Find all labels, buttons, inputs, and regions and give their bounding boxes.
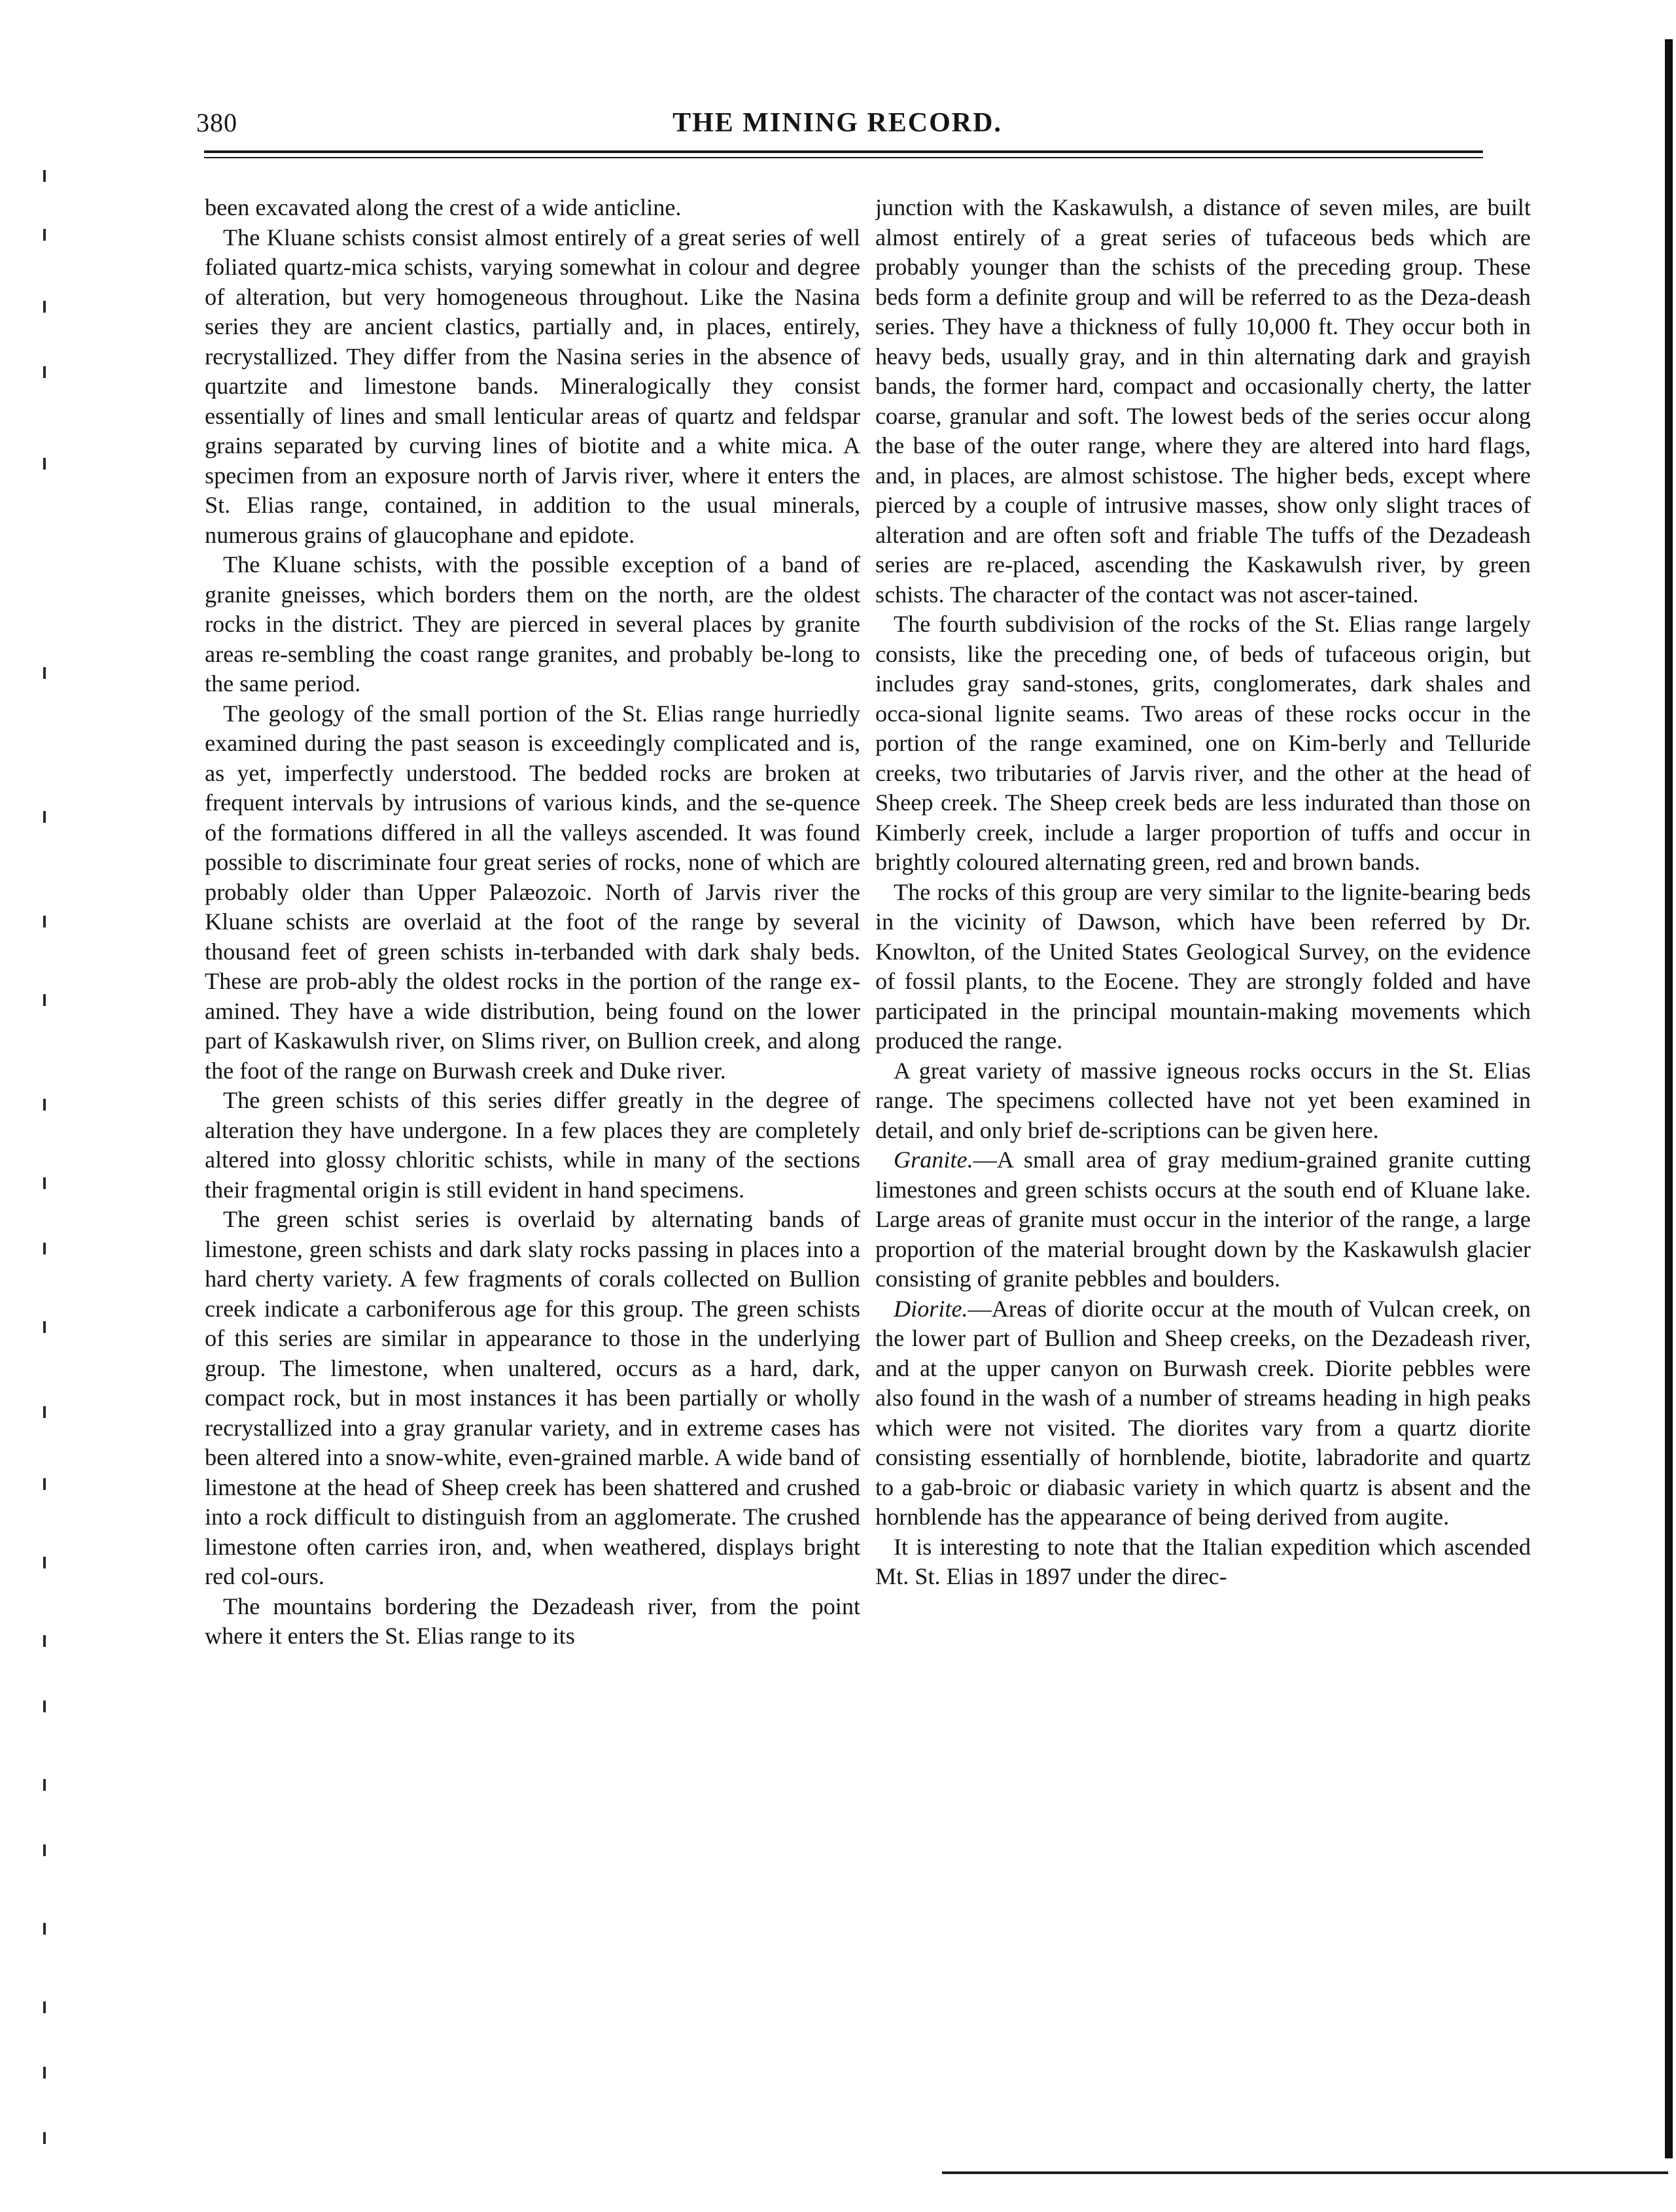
paragraph: junction with the Kaskawulsh, a distance of seven miles, are built almost entirely of a great series of tufaceous beds which are probably younger than the schists of the preceding group. These beds form a definite group and will be referred to as the Deza-deash series. They have a thickness of fully 10,000 ft. They occur both in heavy beds, usually gray, and in thin alternating dark and grayish bands, the former hard, compact and occasionally cherty, the latter coarse, granular and soft. The lowest beds of the series occur along the base of the outer range, where they are altered into hard flags, and, in places, are almost schistose. The higher beds, except where pierced by a couple of intrusive masses, show only slight traces of alteration and are often soft and friable The tuffs of the Dezadeash series are re-placed, ascending the Kaskawulsh river, by green schists. The character of the contact was not ascer-tained.	[875, 194, 1531, 608]
paragraph: A great variety of massive igneous rocks occurs in the St. Elias range. The specimens collected have not yet been examined in detail, and only brief de-scriptions can be given here.	[875, 1057, 1531, 1143]
paragraph-granite	[875, 1145, 1531, 1294]
paragraph-diorite	[875, 1294, 1531, 1532]
paragraph: The Kluane schists consist almost entirely of a great series of well foliated quartz-mica schists, varying somewhat in colour and degree of alteration, but very homogeneous throughout. Like the Nasina series they are ancient clastics, partially and, in places, entirely, recrystallized. They differ from the Nasina series in the absence of quartzite and limestone bands. Mineralogically they consist essentially of lines and small lenticular areas of quartz and feldspar grains separated by curving lines of biotite and a white mica. A specimen from an exposure north of Jarvis river, where it enters the St. Elias range, contained, in addition to the usual minerals, numerous grains of glaucophane and epidote.	[205, 224, 860, 548]
footer-rule	[942, 2171, 1668, 2174]
section-lead-diorite: Diorite.	[894, 1295, 968, 1322]
paragraph: The Kluane schists, with the possible exception of a band of granite gneisses, which borders them on the north, are the oldest rocks in the district. They are pierced in several places by granite areas re-sembling the coast range granites, and probably be-long to the same period.	[205, 551, 860, 697]
header-rule	[204, 150, 1483, 153]
page-header	[196, 99, 1478, 152]
running-title: THE MINING RECORD.	[672, 108, 1002, 138]
right-column	[875, 193, 1531, 2162]
paragraph-body: —A small area of gray medium-grained granite cutting limestones and green schists occurs at the south end of Kluane lake. Large areas of granite must occur in the interior of the range, a large proportion of the material brought down by the Kaskawulsh glacier consisting of granite pebbles and boulders.	[875, 1147, 1531, 1292]
paragraph: been excavated along the crest of a wide anticline.	[205, 194, 682, 220]
scan-margin-marks	[37, 131, 52, 2158]
paragraph: The mountains bordering the Dezadeash river, from the point where it enters the St. Elias range to its	[205, 1593, 860, 1649]
header-rule-thin	[204, 157, 1483, 158]
section-lead-granite: Granite.	[894, 1147, 973, 1173]
paragraph: The green schist series is overlaid by alternating bands of limestone, green schists and dark slaty rocks passing in places into a hard cherty variety. A few fragments of corals collected on Bullion creek indicate a carboniferous age for this group. The green schists of this series are similar in appearance to those in the underlying group. The limestone, when unaltered, occurs as a hard, dark, compact rock, but in most instances it has been partially or wholly recrystallized into a gray granular variety, and in extreme cases has been altered into a snow-white, even-grained marble. A wide band of limestone at the head of Sheep creek has been shattered and crushed into a rock difficult to distinguish from an agglomerate. The crushed limestone often carries iron, and, when weathered, displays bright red col-ours.	[205, 1206, 860, 1589]
paragraph: It is interesting to note that the Italian expedition which ascended Mt. St. Elias in 1897 under the direc-	[875, 1533, 1531, 1589]
paragraph: The fourth subdivision of the rocks of the St. Elias range largely consists, like the preceding one, of beds of tufaceous origin, but includes gray sand-stones, grits, conglomerates, dark shales and occa-sional lignite seams. Two areas of these rocks occur in the portion of the range examined, one on Kim-berly and Telluride creeks, two tributaries of Jarvis river, and the other at the head of Sheep creek. The Sheep creek beds are less indurated than those on Kimberly creek, include a larger proportion of tuffs and occur in brightly coloured alternating green, red and brown bands.	[875, 611, 1531, 875]
paragraph: The green schists of this series differ greatly in the degree of alteration they have undergone. In a few places they are completely altered into glossy chloritic schists, while in many of the sections their fragmental origin is still evident in hand specimens.	[205, 1087, 860, 1203]
left-column	[205, 193, 860, 2162]
paragraph: The rocks of this group are very similar to the lignite-bearing beds in the vicinity of Dawson, which have been referred by Dr. Knowlton, of the United States Geological Survey, on the evidence of fossil plants, to the Eocene. They are strongly folded and have participated in the principal mountain-making movements which produced the range.	[875, 878, 1531, 1054]
paragraph: The geology of the small portion of the St. Elias range hurriedly examined during the past season is exceedingly complicated and is, as yet, imperfectly understood. The bedded rocks are broken at frequent intervals by intrusions of various kinds, and the se-quence of the formations differed in all the valleys ascended. It was found possible to discriminate four great series of rocks, none of which are probably older than Upper Palæozoic. North of Jarvis river the Kluane schists are overlaid at the foot of the range by several thousand feet of green schists in-terbanded with dark shaly beds. These are prob-ably the oldest rocks in the portion of the range ex-amined. They have a wide distribution, being found on the lower part of Kaskawulsh river, on Slims river, on Bullion creek, and along the foot of the range on Burwash creek and Duke river.	[205, 700, 860, 1084]
page-number: 380	[196, 108, 237, 137]
paragraph-body: —Areas of diorite occur at the mouth of Vulcan creek, on the lower part of Bullion and Sheep creeks, on the Dezadeash river, and at the upper canyon on Burwash creek. Diorite pebbles were also found in the wash of a number of streams heading in high peaks which were not visited. The diorites vary from a quartz diorite consisting essentially of hornblende, biotite, labradorite and quartz to a gab-broic or diabasic variety in which quartz is absent and the hornblende has the appearance of being derived from augite.	[875, 1295, 1531, 1530]
scan-edge-shadow	[1665, 39, 1673, 2158]
